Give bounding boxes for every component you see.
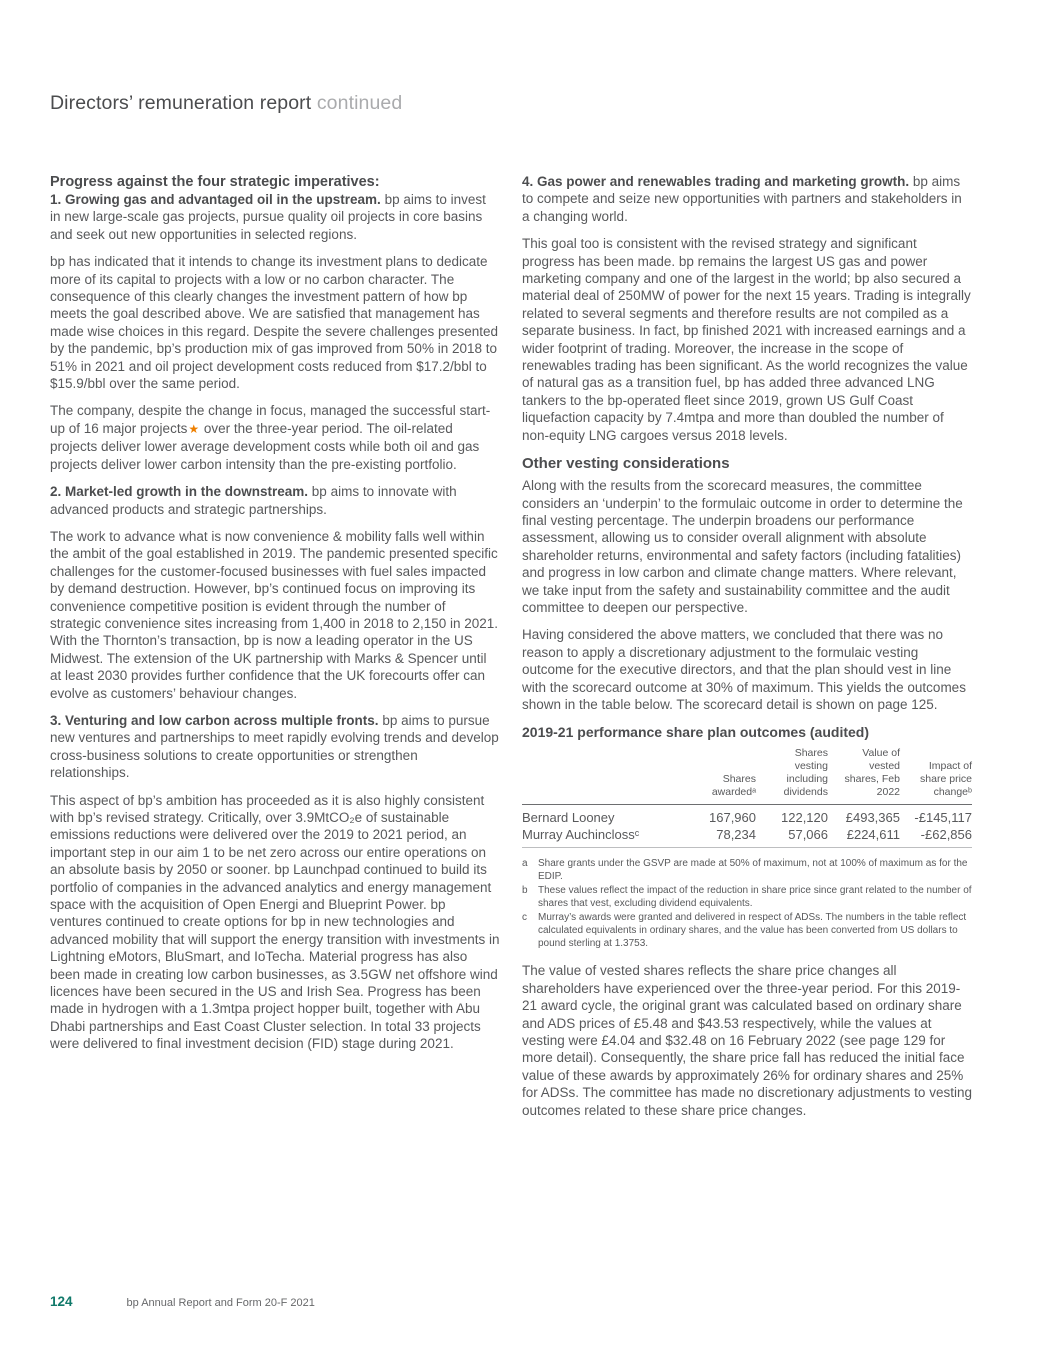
table-title-share-plan-outcomes: 2019-21 performance share plan outcomes (audited) xyxy=(522,724,869,741)
paragraph-scorecard-outcome: Having considered the above matters, we concluded that there was no reason to apply a discretionary adjustment to the formulaic vesting outcome for the executive directors, and that the plan should vest in line with the scorecard outcome at 30% of maximum. This yields the outcomes shown in the table below. The scorecard detail is shown on page 125. xyxy=(522,627,966,712)
footnote-text: These values reflect the impact of the reduction in share price since grant related to the number of shares that vest, excluding dividend equivalents. xyxy=(538,885,972,910)
page-title xyxy=(50,92,402,115)
share-plan-outcomes-table xyxy=(522,743,972,848)
imperative-2-lead: 2. Market-led growth in the downstream. xyxy=(50,484,309,500)
page-title-main: Directors’ remuneration report xyxy=(50,92,312,114)
table-row xyxy=(522,826,972,848)
footnote-marker: a xyxy=(522,858,528,870)
right-column xyxy=(522,173,972,1129)
section-heading-strategic-imperatives: Progress against the four strategic imperatives: xyxy=(50,174,380,190)
paragraph-underpin: Along with the results from the scorecard measures, the committee considers an ‘underpin’ to the formulaic outcome in order to determine the final vesting percentage. The underpin broadens our performance assessment, allowing us to consider overall alignment with absolute shareholder returns, environmental and safety factors (including fatalities) and progress in low carbon and climate change matters. Where relevant, we take input from the safety and sustainability committee and the audit committee to deepen our perspective. xyxy=(522,478,963,615)
vested-shares-value: £493,365 xyxy=(845,810,900,826)
shares-awarded-value: 167,960 xyxy=(709,810,756,826)
paragraph-convenience-mobility: The work to advance what is now convenience & mobility falls well within the ambit of the goal established in 2019. The pandemic presented specific challenges for the customer-focused businesses with fuel sales impacted by demand destruction. However, bp’s continued focus on improving its convenience competitive position is evident through the number of strategic convenience sites increasing from 1,400 in 2018 to 2,150 in 2021. With the Thornton’s transaction, bp is now a leading operator in the US Midwest. The extension of the UK partnership with Marks & Spencer until at least 2030 provides further confidence that the UK forecourts offer can evolve as customers’ behaviour changes. xyxy=(50,528,499,701)
share-price-impact-value: -£62,856 xyxy=(920,827,972,843)
footer-report-title: bp Annual Report and Form 20-F 2021 xyxy=(126,1297,315,1309)
table-header-row xyxy=(522,743,972,805)
paragraph-investment-plans: bp has indicated that it intends to change its investment plans to dedicate more of its capital to projects with a low or no carbon character. The consequence of this clearly changes the investment pattern of how bp meets the goal described above. We are satisfied that management has made wise choices in this regard. Despite the severe challenges presented by the pandemic, bp’s production mix of gas improved from 50% in 2018 to 51% in 2021 and oil project development costs reduced from $17.2/bbl to $15.9/bbl over the same period. xyxy=(50,254,498,392)
section-heading-other-vesting: Other vesting considerations xyxy=(522,455,730,473)
page-footer xyxy=(50,1294,315,1309)
paragraph-vested-shares-value: The value of vested shares reflects the share price changes all shareholders have experienced over the three-year period. For this 2019-21 award cycle, the original grant was calculated based on ordinary share and ADS prices of £5.48 and $43.53 respectively, while the values at vesting were £4.04 and $32.48 on 16 February 2022 (see page 129 for more detail). Consequently, the share price fall has reduced the initial face value of these awards by approximately 26% for ordinary shares and 25% for ADSs. The committee has made no discretionary adjustments to vesting outcomes related to these share price changes. xyxy=(522,963,972,1118)
imperative-1-text: bp aims to invest in new large-scale gas projects, pursue quality oil projects in core basins and seek out new opportunities in selected regions. xyxy=(50,192,486,242)
footnote-marker: b xyxy=(522,885,528,897)
major-projects-text-b: over the three-year period. The oil-related projects deliver lower average development costs while both oil and gas projects deliver lower carbon intensity than the pre-existing portfolio. xyxy=(50,420,480,472)
major-projects-text-a: The company, despite the change in focus, managed the successful start-up of 16 major projects xyxy=(50,403,491,436)
paragraph-imperative-2 xyxy=(50,483,500,518)
footnote-c xyxy=(522,911,972,950)
page-title-continued: continued xyxy=(316,92,403,114)
share-price-impact-value: -£145,117 xyxy=(914,810,972,826)
table-header-impact-share-price: Impact of share price changeᵇ xyxy=(920,760,972,799)
paragraph-imperative-4 xyxy=(522,173,972,225)
footnote-text: Murray’s awards were granted and delivered in respect of ADSs. The numbers in the table reflect calculated equivalents in ordinary shares, and the value has been converted from US dollars to pound sterling at 1.3753. xyxy=(538,912,967,950)
shares-vesting-value: 122,120 xyxy=(781,810,828,826)
imperative-1-lead: 1. Growing gas and advantaged oil in the upstream. xyxy=(50,192,381,207)
paragraph-imperative-1 xyxy=(50,191,500,243)
table-footnotes xyxy=(522,857,972,950)
paragraph-major-projects xyxy=(50,402,500,473)
footnote-a xyxy=(522,857,972,883)
shares-vesting-value: 57,066 xyxy=(788,827,828,843)
imperative-4-lead: 4. Gas power and renewables trading and marketing growth. xyxy=(522,174,910,189)
page-number: 124 xyxy=(50,1294,73,1309)
director-name: Murray Auchinclossᶜ xyxy=(522,827,640,843)
paragraph-venturing-low-carbon: This aspect of bp’s ambition has proceeded as it is also highly consistent with bp’s revised strategy. Critically, over 3.9MtCO₂e of sustainable emissions reductions were delivered over the 2019 to 2021 period, an important step in our aim 1 to be net zero across our entire operations on an absolute basis by 2050 or sooner. bp Launchpad continued to build its portfolio of companies in the advanced analytics and energy management space with the acquisition of Open Energi and Blueprint Power. bp ventures continued to create options for bp in new technologies and advanced mobility that will support the energy transition with investments in Lightning eMotors, BluSmart, and IoTecha. Material progress has also been made in creating low carbon businesses, as 3.5GW net offshore wind licences have been secured in the US and Irish Sea. Progress has been made in hydrogen with a 1.3mtpa project hopper built, together with Abu Dhabi partnerships and East Coast Cluster selection. In total 33 projects were delivered to final investment decision (FID) stage during 2021. xyxy=(50,792,500,1052)
star-icon: ★ xyxy=(188,421,200,436)
director-name: Bernard Looney xyxy=(522,810,615,826)
table-row xyxy=(522,805,972,827)
table-header-shares-vesting: Shares vesting including dividends xyxy=(783,747,828,799)
report-header xyxy=(50,92,402,115)
table-header-shares-awarded: Shares awardedᵃ xyxy=(711,773,756,799)
imperative-3-lead: 3. Venturing and low carbon across multiple fronts. xyxy=(50,712,379,728)
paragraph-imperative-3 xyxy=(50,712,500,782)
table-header-value-vested: Value of vested shares, Feb 2022 xyxy=(844,747,900,799)
footnote-marker: c xyxy=(522,912,527,924)
table-header-name xyxy=(522,743,684,805)
vested-shares-value: £224,611 xyxy=(846,827,900,843)
imperative-3-text: bp aims to pursue new ventures and partnerships to meet rapidly evolving trends and develop cross-business solutions to create opportunities or strengthen relationships. xyxy=(50,712,499,781)
shares-awarded-value: 78,234 xyxy=(716,827,756,843)
paragraph-trading-growth: This goal too is consistent with the revised strategy and significant progress has been made. bp remains the largest US gas and power marketing company and one of the largest in the world; bp also secured a material deal of 250MW of power for the next 15 years. Trading is integrally related to several segments and therefore results are not compiled as a separate business. In fact, bp finished 2021 with increased earnings and a wider footprint of trading. Moreover, the increase in the scope of renewables trading has been significant. As the world recognizes the value of natural gas as a transition fuel, bp has added three advanced LNG tankers to the bp-operated fleet since 2019, grown US Gulf Coast liquefaction capacity by 7.4mtpa and more than doubled the number of non-equity LNG cargoes versus 2018 levels. xyxy=(522,236,971,443)
imperative-4-text: bp aims to compete and seize new opportunities with partners and stakeholders in a changing world. xyxy=(522,174,962,224)
footnote-text: Share grants under the GSVP are made at 50% of maximum, not at 100% of maximum as for the EDIP. xyxy=(538,858,968,883)
footnote-b xyxy=(522,884,972,910)
left-column xyxy=(50,173,500,1129)
content-columns xyxy=(50,173,972,1129)
imperative-2-text: bp aims to innovate with advanced products and strategic partnerships. xyxy=(50,484,457,517)
